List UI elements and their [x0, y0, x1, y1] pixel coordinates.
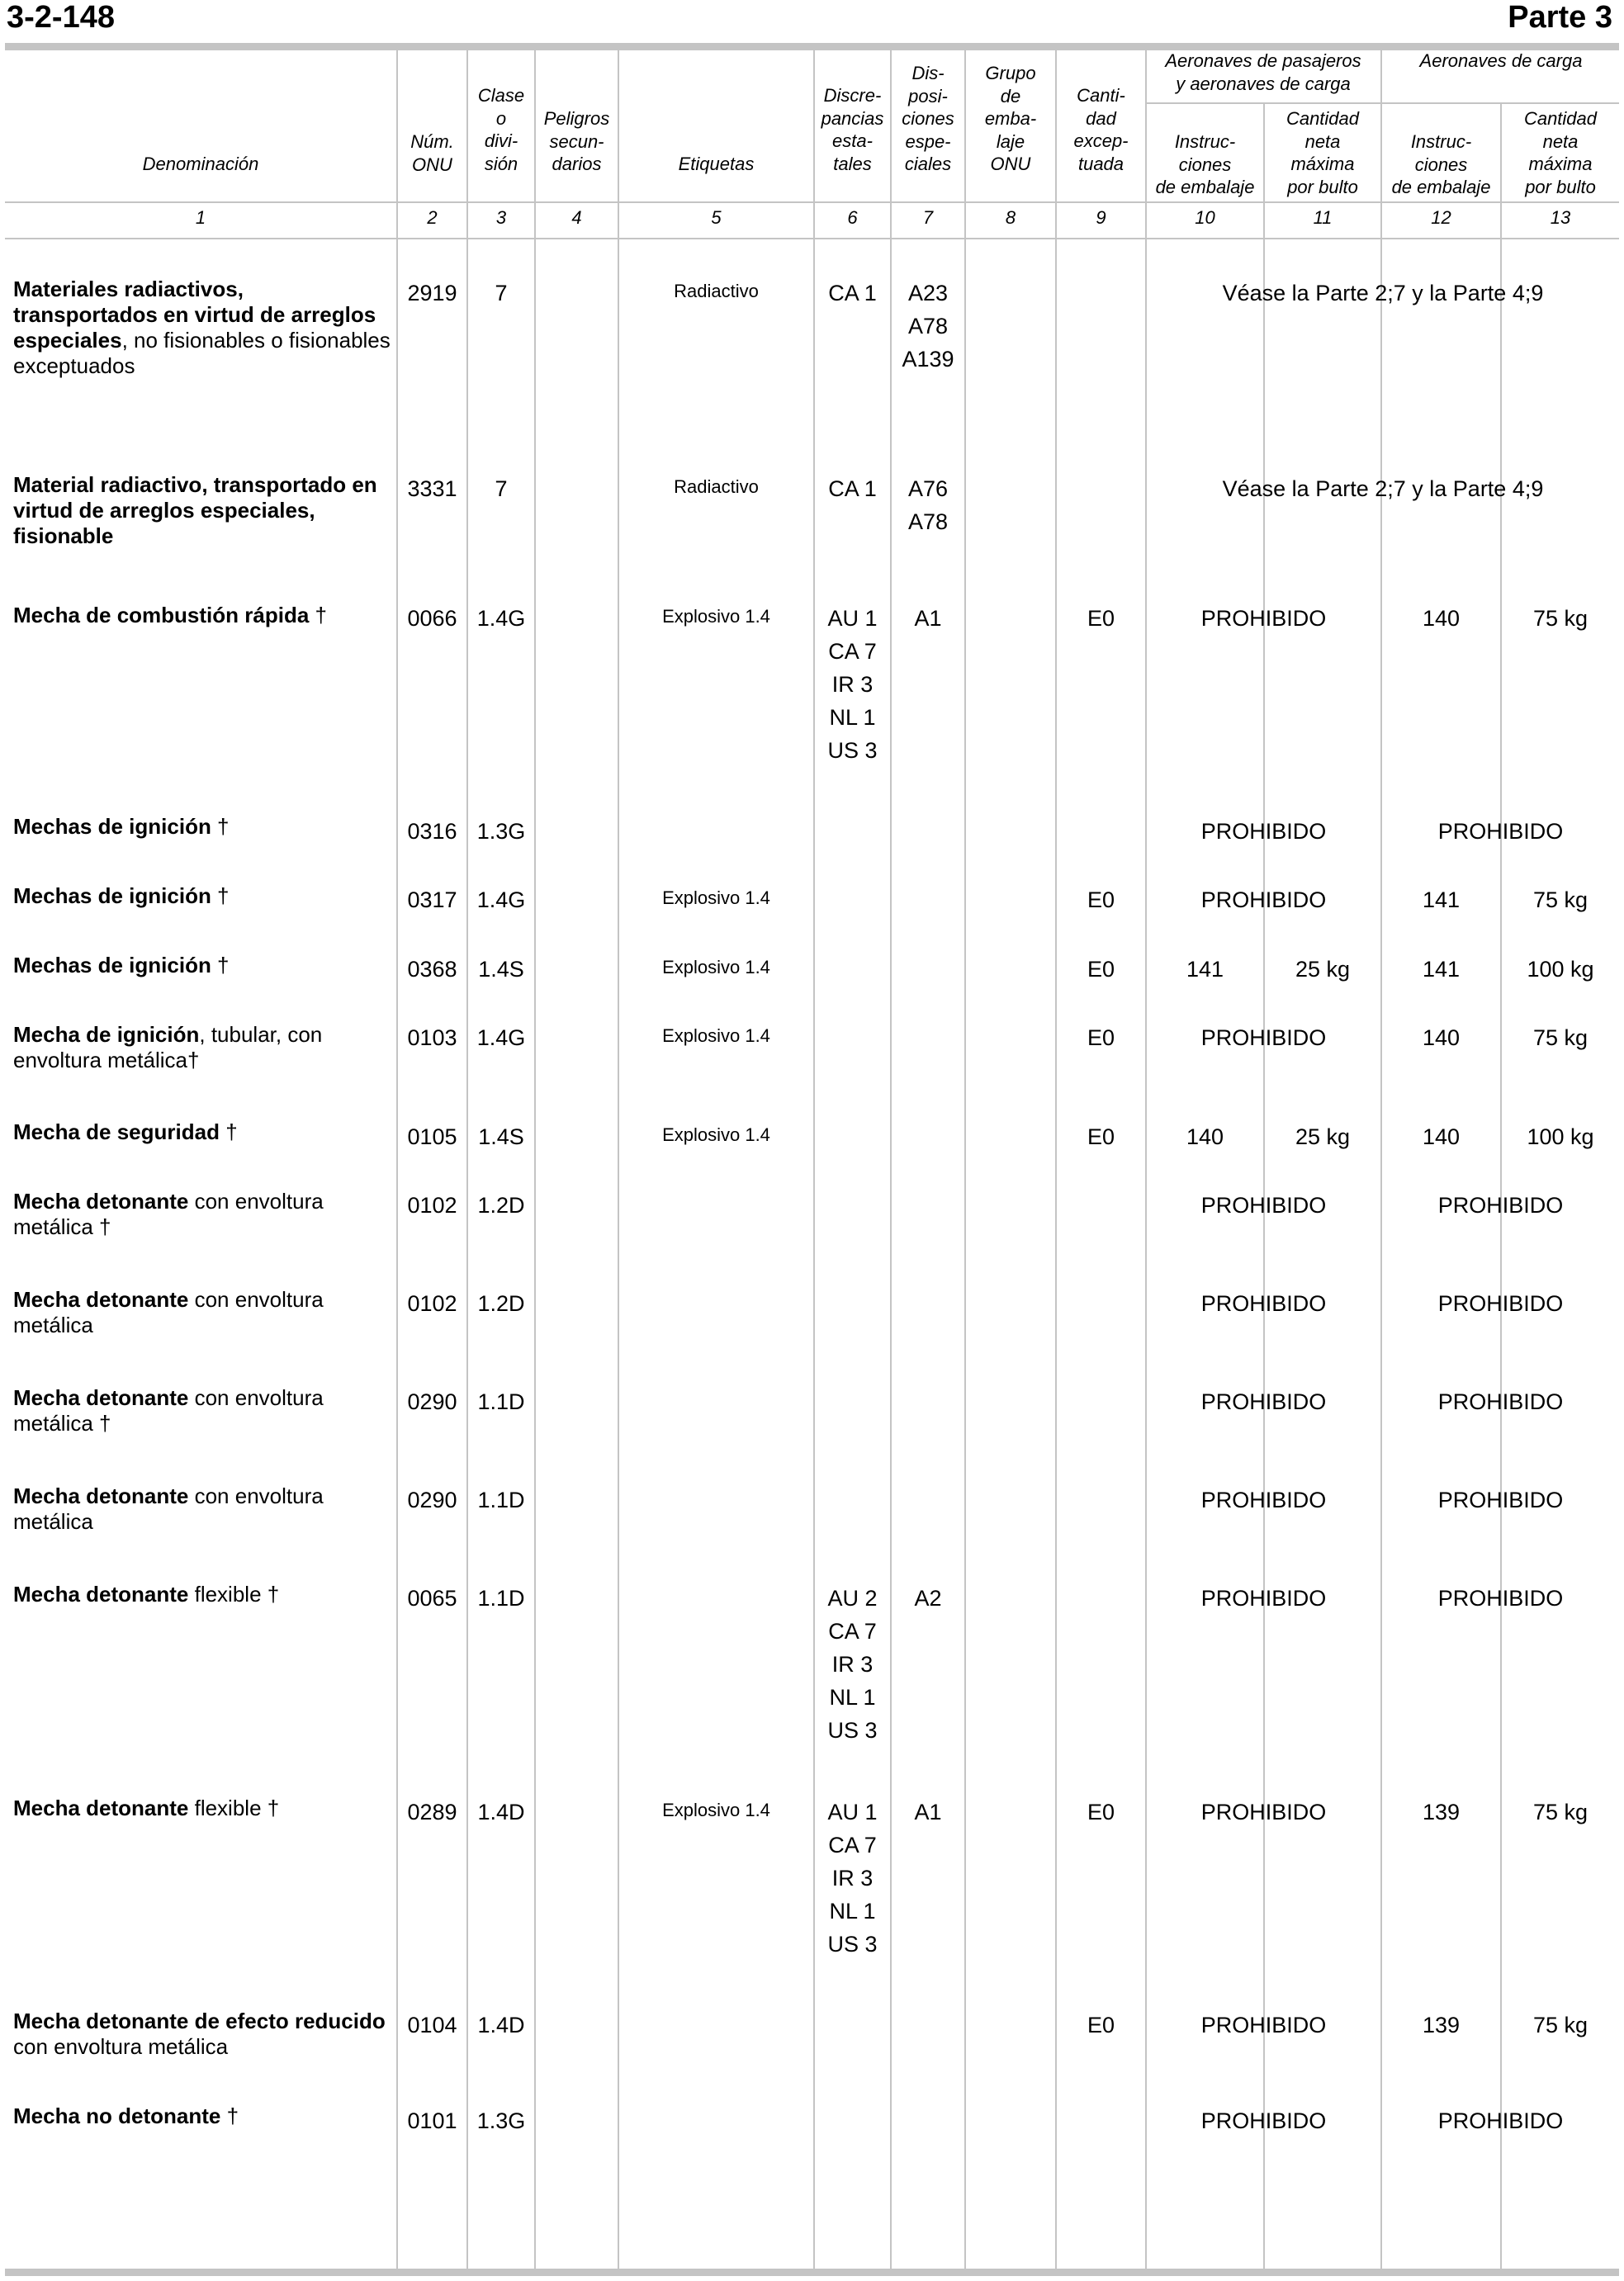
passenger-max-quantity: 25 kg — [1295, 957, 1351, 982]
special-provisions: A2 — [914, 1586, 942, 1611]
col-header-special: Dis- posi- ciones espe- ciales — [902, 63, 954, 174]
state-discrepancies: CA 1 — [828, 281, 877, 305]
page-code: 3-2-148 — [7, 0, 115, 35]
col-line — [534, 50, 536, 2269]
row-name: Mechas de ignición † — [13, 883, 230, 908]
hazard-label: Explosivo 1.4 — [662, 606, 770, 627]
col-line — [466, 50, 468, 2269]
passenger-prohibited: PROHIBIDO — [1200, 887, 1327, 912]
passenger-prohibited: PROHIBIDO — [1200, 819, 1327, 844]
class-division: 1.4G — [476, 606, 526, 631]
col-number: 13 — [1550, 207, 1571, 228]
cargo-max-quantity: 75 kg — [1532, 606, 1588, 631]
special-provisions: A1 — [914, 606, 942, 631]
un-number: 0101 — [407, 2108, 457, 2133]
class-division: 1.3G — [476, 2108, 526, 2133]
un-number: 0102 — [407, 1193, 457, 1218]
cargo-packing-instruction: 140 — [1422, 1124, 1461, 1149]
excepted-quantity: E0 — [1087, 2013, 1115, 2037]
col-header-cargo-qty: Cantidad neta máxima por bulto — [1523, 108, 1598, 197]
col-number: 7 — [922, 207, 934, 228]
hazard-label: Radiactivo — [674, 476, 759, 497]
group-header-cargo: Aeronaves de carga — [1419, 50, 1583, 71]
class-division: 1.1D — [477, 1488, 525, 1512]
row-name: Mecha de seguridad † — [13, 1119, 238, 1144]
class-division: 1.4S — [478, 1124, 524, 1149]
excepted-quantity: E0 — [1087, 1124, 1115, 1149]
col-header-name: Denominación — [142, 154, 259, 174]
passenger-prohibited: PROHIBIDO — [1200, 2108, 1327, 2133]
state-discrepancies: AU 2 CA 7 IR 3 NL 1 US 3 — [827, 1586, 878, 1743]
un-number: 0103 — [407, 1025, 457, 1050]
class-division: 1.4S — [478, 957, 524, 982]
cargo-packing-instruction: 140 — [1422, 1025, 1461, 1050]
col-line — [1500, 102, 1502, 2269]
cargo-prohibited: PROHIBIDO — [1437, 1488, 1564, 1512]
col-header-un: Núm. ONU — [410, 131, 454, 175]
un-number: 0289 — [407, 1800, 457, 1824]
passenger-prohibited: PROHIBIDO — [1200, 2013, 1327, 2037]
aircraft-reference: Véase la Parte 2;7 y la Parte 4;9 — [1222, 281, 1544, 305]
col-number: 11 — [1313, 207, 1333, 228]
state-discrepancies: AU 1 CA 7 IR 3 NL 1 US 3 — [827, 606, 878, 763]
excepted-quantity: E0 — [1087, 1800, 1115, 1824]
cargo-prohibited: PROHIBIDO — [1437, 819, 1564, 844]
un-number: 0290 — [407, 1389, 457, 1414]
special-provisions: A76 A78 — [907, 476, 949, 534]
row-name: Mecha detonante flexible † — [13, 1582, 280, 1607]
cargo-packing-instruction: 139 — [1422, 2013, 1461, 2037]
un-number: 0065 — [407, 1586, 457, 1611]
class-division: 1.4G — [476, 1025, 526, 1050]
col-number: 4 — [571, 207, 582, 228]
un-number: 0316 — [407, 819, 457, 844]
cargo-prohibited: PROHIBIDO — [1437, 1389, 1564, 1414]
state-discrepancies: CA 1 — [828, 476, 877, 501]
row-name: Mecha detonante con envoltura metálica — [13, 1484, 324, 1534]
col-header-cargo-pi: Instruc- ciones de embalaje — [1391, 131, 1491, 197]
col-number: 9 — [1096, 207, 1106, 228]
col-number: 10 — [1195, 207, 1215, 228]
cargo-packing-instruction: 141 — [1422, 957, 1461, 982]
cargo-max-quantity: 100 kg — [1527, 1124, 1594, 1149]
passenger-prohibited: PROHIBIDO — [1200, 1193, 1327, 1218]
un-number: 0368 — [407, 957, 457, 982]
passenger-prohibited: PROHIBIDO — [1200, 606, 1327, 631]
number-row-divider — [5, 238, 1619, 239]
hazard-label: Explosivo 1.4 — [662, 1025, 770, 1046]
excepted-quantity: E0 — [1087, 606, 1115, 631]
class-division: 1.4D — [477, 2013, 525, 2037]
col-header-class: Clase o divi- sión — [477, 85, 525, 174]
class-division: 1.3G — [476, 819, 526, 844]
passenger-prohibited: PROHIBIDO — [1200, 1389, 1327, 1414]
col-line — [1145, 50, 1147, 2269]
col-number: 5 — [711, 207, 722, 228]
col-header-labels: Etiquetas — [678, 154, 755, 174]
hazard-label: Explosivo 1.4 — [662, 1800, 770, 1820]
class-division: 7 — [495, 476, 508, 501]
un-number: 0105 — [407, 1124, 457, 1149]
row-name: Mecha de combustión rápida † — [13, 603, 327, 627]
class-division: 7 — [495, 281, 508, 305]
row-name: Mecha de ignición, tubular, con envoltura metálica† — [13, 1022, 323, 1072]
passenger-prohibited: PROHIBIDO — [1200, 1025, 1327, 1050]
col-header-pass-pi: Instruc- ciones de embalaje — [1155, 131, 1255, 197]
passenger-packing-instruction: 140 — [1186, 1124, 1224, 1149]
row-name: Mecha no detonante † — [13, 2104, 239, 2128]
bottom-rule — [5, 2269, 1619, 2276]
passenger-max-quantity: 25 kg — [1295, 1124, 1351, 1149]
col-line — [396, 50, 398, 2269]
col-header-discrepancies: Discre- pancias esta- tales — [821, 85, 884, 174]
passenger-prohibited: PROHIBIDO — [1200, 1800, 1327, 1824]
col-line — [890, 50, 892, 2269]
excepted-quantity: E0 — [1087, 887, 1115, 912]
group-divider — [1146, 102, 1619, 104]
class-division: 1.4D — [477, 1800, 525, 1824]
row-name: Mecha detonante con envoltura metálica — [13, 1287, 324, 1337]
row-name: Mecha detonante con envoltura metálica † — [13, 1189, 324, 1239]
class-division: 1.2D — [477, 1291, 525, 1316]
un-number: 0066 — [407, 606, 457, 631]
part-title: Parte 3 — [1508, 0, 1612, 35]
un-number: 2919 — [407, 281, 457, 305]
cargo-max-quantity: 75 kg — [1532, 1025, 1588, 1050]
header-divider — [5, 201, 1619, 203]
cargo-prohibited: PROHIBIDO — [1437, 1586, 1564, 1611]
hazard-label: Explosivo 1.4 — [662, 1124, 770, 1145]
row-name: Material radiactivo, transportado en virtud de arreglos especiales, fisionable — [13, 472, 377, 548]
col-number: 2 — [427, 207, 438, 228]
hazard-label: Explosivo 1.4 — [662, 957, 770, 977]
row-name: Materiales radiactivos, transportados en virtud de arreglos especiales, no fisionables o fisionables exceptuados — [13, 277, 391, 378]
col-number: 12 — [1431, 207, 1451, 228]
hazard-label: Explosivo 1.4 — [662, 887, 770, 908]
col-number: 6 — [847, 207, 858, 228]
un-number: 3331 — [407, 476, 457, 501]
col-number: 1 — [195, 207, 206, 228]
excepted-quantity: E0 — [1087, 1025, 1115, 1050]
col-header-subsidiary: Peligros secun- darios — [543, 108, 610, 174]
col-number: 8 — [1005, 207, 1016, 228]
row-name: Mecha detonante flexible † — [13, 1796, 280, 1820]
special-provisions: A23 A78 A139 — [902, 281, 954, 371]
un-number: 0317 — [407, 887, 457, 912]
cargo-max-quantity: 75 kg — [1532, 887, 1588, 912]
col-header-pass-qty: Cantidad neta máxima por bulto — [1285, 108, 1360, 197]
excepted-quantity: E0 — [1087, 957, 1115, 982]
special-provisions: A1 — [914, 1800, 942, 1824]
passenger-prohibited: PROHIBIDO — [1200, 1291, 1327, 1316]
group-header-passenger: Aeronaves de pasajeros y aeronaves de carga — [1165, 50, 1361, 94]
passenger-prohibited: PROHIBIDO — [1200, 1488, 1327, 1512]
cargo-packing-instruction: 139 — [1422, 1800, 1461, 1824]
passenger-packing-instruction: 141 — [1186, 957, 1224, 982]
un-number: 0104 — [407, 2013, 457, 2037]
col-header-packing-group: Grupo de emba- laje ONU — [984, 63, 1037, 174]
un-number: 0290 — [407, 1488, 457, 1512]
row-name: Mechas de ignición † — [13, 814, 230, 839]
row-name: Mecha detonante de efecto reducido con envoltura metálica — [13, 2009, 386, 2059]
row-name: Mecha detonante con envoltura metálica † — [13, 1385, 324, 1436]
col-line — [964, 50, 966, 2269]
passenger-prohibited: PROHIBIDO — [1200, 1586, 1327, 1611]
state-discrepancies: AU 1 CA 7 IR 3 NL 1 US 3 — [827, 1800, 878, 1957]
row-name: Mechas de ignición † — [13, 953, 230, 977]
cargo-max-quantity: 100 kg — [1527, 957, 1594, 982]
cargo-max-quantity: 75 kg — [1532, 1800, 1588, 1824]
cargo-packing-instruction: 140 — [1422, 606, 1461, 631]
class-division: 1.4G — [476, 887, 526, 912]
hazard-label: Radiactivo — [674, 281, 759, 301]
class-division: 1.2D — [477, 1193, 525, 1218]
cargo-prohibited: PROHIBIDO — [1437, 1291, 1564, 1316]
cargo-prohibited: PROHIBIDO — [1437, 1193, 1564, 1218]
col-line — [1055, 50, 1057, 2269]
col-line — [1380, 50, 1382, 2269]
cargo-packing-instruction: 141 — [1422, 887, 1461, 912]
col-line — [618, 50, 619, 2269]
col-number: 3 — [495, 207, 507, 228]
cargo-prohibited: PROHIBIDO — [1437, 2108, 1564, 2133]
col-header-excepted: Canti- dad excep- tuada — [1073, 85, 1129, 174]
col-line — [1263, 102, 1265, 2269]
class-division: 1.1D — [477, 1389, 525, 1414]
aircraft-reference: Véase la Parte 2;7 y la Parte 4;9 — [1222, 476, 1544, 501]
class-division: 1.1D — [477, 1586, 525, 1611]
un-number: 0102 — [407, 1291, 457, 1316]
cargo-max-quantity: 75 kg — [1532, 2013, 1588, 2037]
